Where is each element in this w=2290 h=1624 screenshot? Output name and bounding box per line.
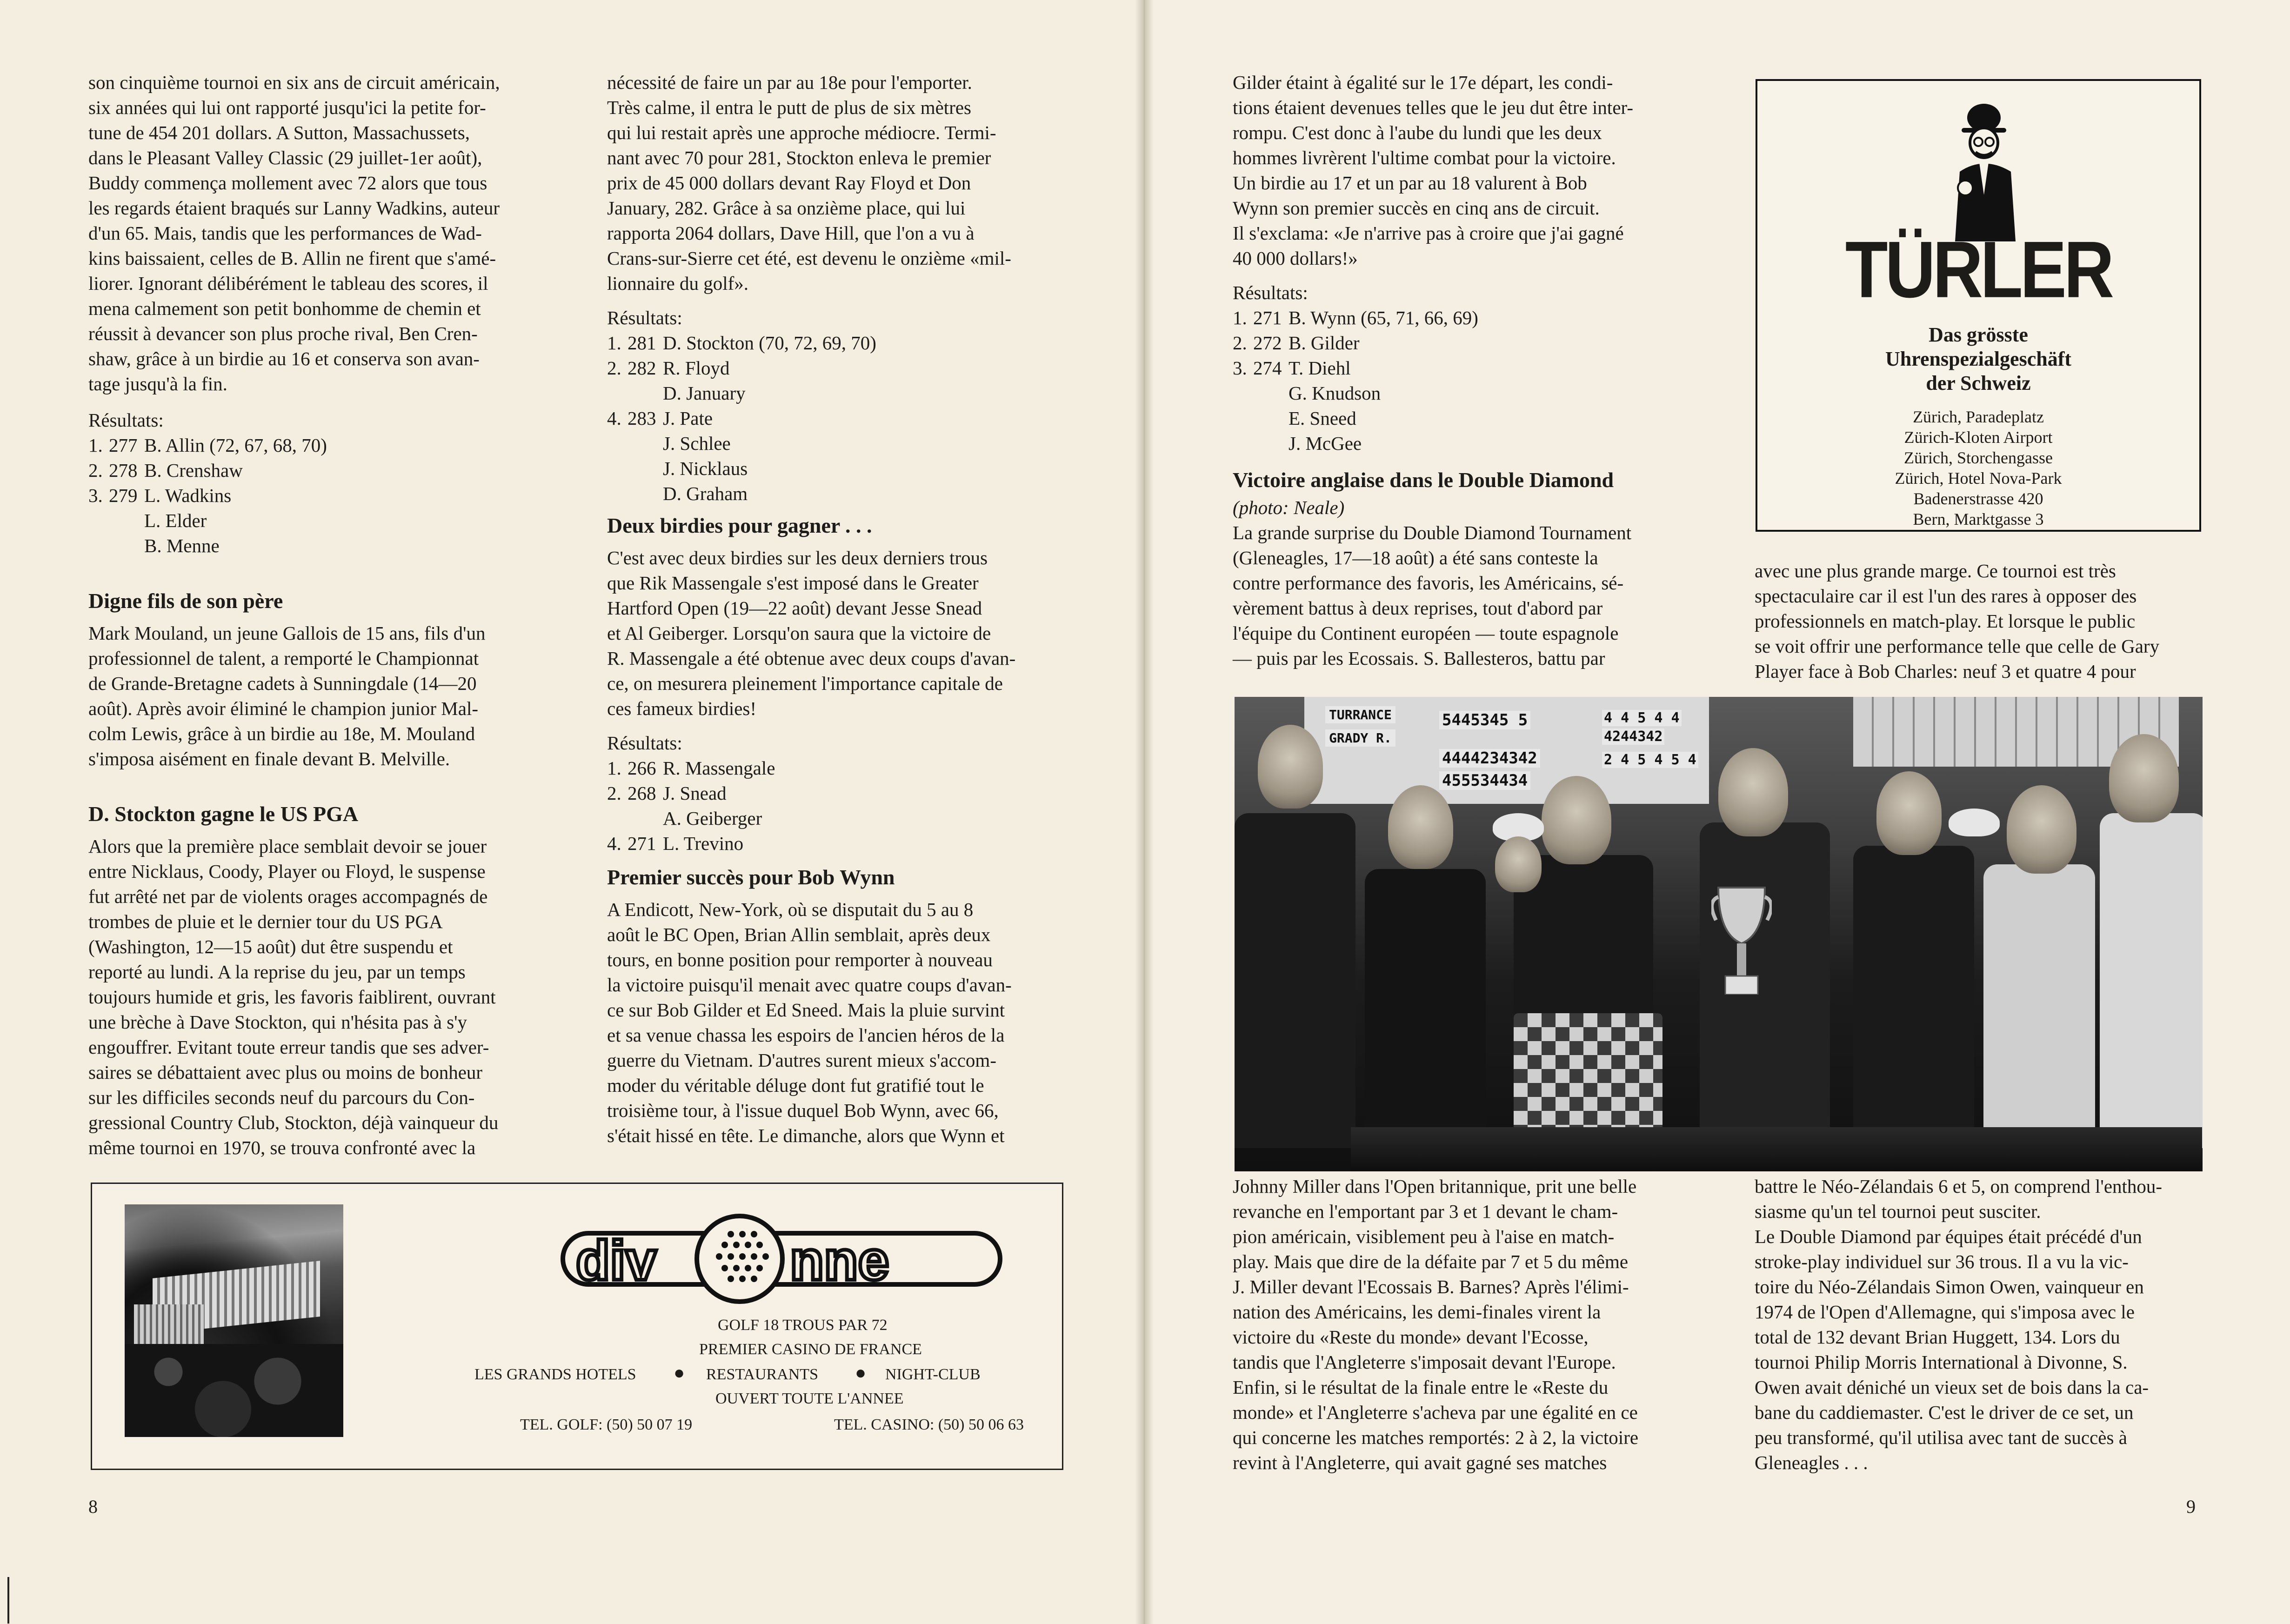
result-score: 272 [1253, 332, 1282, 354]
result-row [607, 330, 1061, 355]
scoreboard-row: 455534434 [1439, 771, 1530, 790]
results-label: Résultats: [1233, 282, 1308, 303]
result-rank: 4. [607, 408, 621, 429]
result-rank: 2. [88, 460, 103, 481]
gentleman-with-bowler-hat-icon [1941, 102, 2025, 241]
turler-address: Zürich, Paradeplatz [1913, 408, 2044, 426]
scoreboard-row: 4444234342 [1439, 749, 1540, 768]
result-name: B. Wynn (65, 71, 66, 69) [1289, 307, 1478, 328]
result-row [88, 458, 534, 483]
result-rank: 4. [607, 833, 621, 854]
results-list [1233, 305, 1679, 456]
result-name: D. January [663, 382, 746, 404]
result-score: 266 [628, 757, 656, 779]
turler-address: Bern, Marktgasse 3 [1913, 510, 2044, 528]
result-name: B. Allin (72, 67, 68, 70) [144, 434, 327, 456]
ad-open-line: OUVERT TOUTE L'ANNEE [715, 1390, 904, 1407]
article-paragraph: nécessité de faire un par au 18e pour l'emporter. Très calme, il entra le putt de plus de six mètres qui lui restait après une approche médiocre. Termi- nant avec 70 pour 281, Stockton enleva le premier prix de 45 000 dollars devant Ray Floyd et Don January, 282. Grâce à sa onzième place, qui lui rapporta 2064 dollars, Dave Hill, que l'on a vu à Crans-sur-Sierre cet été, est devenu le onzième «mil- lionnaire du golf». [607, 72, 1011, 294]
turler-address: Badenerstrasse 420 [1913, 489, 2043, 508]
ad-tel-golf: TEL. GOLF: (50) 50 07 19 [520, 1416, 693, 1433]
result-score [1253, 406, 1289, 431]
results-label: Résultats: [88, 409, 164, 431]
result-name: R. Floyd [663, 357, 730, 379]
result-row [1233, 406, 1679, 431]
scoreboard-row: 2 4 5 4 5 4 [1602, 752, 1698, 768]
page-number-left: 8 [88, 1496, 98, 1517]
divonne-logo-text-right: nne [790, 1230, 889, 1292]
result-rank: 3. [1233, 357, 1247, 379]
result-name: B. Crenshaw [144, 460, 243, 481]
article-paragraph: Alors que la première place semblait devoir se jouer entre Nicklaus, Coody, Player ou Floyd, le suspense fut arrêté net par de violents orages accompagnés de trombes de pluie et le dernier tour du US PGA (Washington, 12—15 août) dut être suspendu et reporté au lundi. A la reprise du jeu, par un temps toujours humide et gris, les favoris faiblirent, ouvrant une brèche à Dave Stockton, qui n'hésita pas à s'y engouffrer. Evitant toute erreur tandis que ses adver- saires se débattaient avec plus ou moins de bonheur sur les difficiles seconds neuf du parcours du Con- gressional Country Club, Stockton, déjà vainqueur du même tournoi en 1970, se trouva confronté avec la [88, 835, 499, 1158]
result-rank [607, 806, 628, 831]
article-paragraph: avec une plus grande marge. Ce tournoi est très spectaculaire car il est l'un des rares à opposer des professionnels en match-play. Et lorsque le public se voit offrir une performance telle que celle de Gary Player face à Bob Charles: neuf 3 et quatre 4 pour [1755, 560, 2160, 682]
result-rank: 2. [607, 357, 621, 379]
scoreboard-name: TURRANCE [1325, 706, 1395, 723]
result-score: 277 [109, 434, 138, 456]
result-score [628, 806, 663, 831]
result-rank: 1. [88, 434, 103, 456]
results-label: Résultats: [607, 732, 682, 754]
person-face [1495, 836, 1542, 892]
section-heading: Digne fils de son père [88, 589, 283, 613]
result-rank [1233, 381, 1253, 406]
result-rank: 2. [1233, 332, 1247, 354]
results-list [607, 755, 1061, 856]
result-name: T. Diehl [1289, 357, 1351, 379]
result-rank: 3. [88, 485, 103, 506]
result-rank: 1. [1233, 307, 1247, 328]
right-bottom-column-1 [1233, 1174, 1679, 1475]
page-gutter [1135, 0, 1154, 1624]
turler-address: Zürich, Hotel Nova-Park [1895, 469, 2062, 488]
person-face [1718, 748, 1788, 836]
results-list [607, 330, 1061, 506]
ad-golf-line: GOLF 18 TROUS PAR 72 [718, 1317, 888, 1334]
result-rank [607, 381, 628, 406]
scoreboard-name: GRADY R. [1325, 729, 1395, 747]
photo-credit: (photo: Neale) [1233, 497, 1345, 518]
person-figure [2100, 813, 2203, 1148]
result-score [1253, 381, 1289, 406]
result-name: R. Massengale [663, 757, 775, 779]
result-name: L. Trevino [663, 833, 744, 854]
left-column-1 [88, 70, 534, 1160]
result-score [628, 431, 663, 456]
article-paragraph: Johnny Miller dans l'Open britannique, prit une belle revanche en l'emportant par 3 et 1 devant le cham- pion américain, visiblement peu à l'aise en match- play. Mais que dire de la défaite par 7 et 5 du même J. Miller devant l'Ecossais B. Barnes? Après l'élimi- nation des Américains, les demi-finales virent la victoire du «Reste du monde» devant l'Ecosse, tandis que l'Angleterre s'imposait devant l'Europe. Enfin, si le résultat de la finale entre le «Reste du monde» et l'Angleterre s'acheva par une égalité en ce qui concerne les matches remportés: 2 à 2, la victoire revint à l'Angleterre, qui avait gagné ses matches [1233, 1176, 1639, 1473]
result-name: B. Menne [144, 535, 220, 556]
person-figure [1853, 846, 1974, 1148]
result-score [628, 481, 663, 506]
turler-tagline-2: Uhrenspezialgeschäft [1885, 348, 2072, 370]
result-name: E. Sneed [1289, 408, 1356, 429]
turler-tagline-3: der Schweiz [1926, 372, 2031, 394]
result-rank [1233, 406, 1253, 431]
article-paragraph: La grande surprise du Double Diamond Tournament (Gleneagles, 17—18 août) a été sans conteste la contre performance des favoris, les Américains, sé- vèrement battus à deux reprises, tout d'abord par l'équipe du Continent européen — toute espagnole — puis par les Ecossais. S. Ballesteros, battu par [1233, 522, 1632, 669]
result-row [1233, 305, 1679, 330]
result-row [607, 831, 1061, 856]
results-label: Résultats: [607, 307, 682, 328]
results-list [88, 433, 534, 558]
result-name: D. Graham [663, 483, 748, 504]
result-row [88, 508, 534, 533]
result-score [628, 456, 663, 481]
result-name: J. Snead [663, 782, 727, 804]
result-row [607, 481, 1061, 506]
turler-tagline-1: Das grösste [1929, 323, 2028, 346]
divonne-logo-text-left: div [576, 1230, 657, 1292]
result-score: 282 [628, 357, 656, 379]
result-row [607, 806, 1061, 831]
result-score: 278 [109, 460, 138, 481]
result-name: J. Pate [663, 408, 713, 429]
turler-address: Zürich, Storchengasse [1904, 448, 2053, 467]
result-row [88, 533, 534, 558]
person-face [1258, 725, 1323, 809]
result-rank [607, 456, 628, 481]
result-name: A. Geiberger [663, 808, 762, 829]
result-rank [1233, 431, 1253, 456]
result-row [1233, 381, 1679, 406]
bullet-icon: ● [855, 1362, 867, 1383]
result-row [607, 406, 1061, 431]
right-bottom-column-2 [1755, 1174, 2199, 1475]
article-paragraph: C'est avec deux birdies sur les deux derniers trous que Rik Massengale s'est imposé dans le Greater Hartford Open (19—22 août) devant Jesse Snead et Al Geiberger. Lorsqu'on saura que la victoire de R. Massengale a été obtenue avec deux coups d'avan- ce, on mesurera pleinement l'importance capitale de ces fameux birdies! [607, 547, 1016, 719]
result-row [1233, 330, 1679, 355]
result-name: J. Nicklaus [663, 458, 748, 479]
section-heading: Premier succès pour Bob Wynn [607, 865, 895, 889]
article-paragraph: battre le Néo-Zélandais 6 et 5, on comprend l'enthou- siasme qu'un tel tournoi peut susciter. Le Double Diamond par équipes était précédé d'un stroke-play individuel sur 36 trous. Il a vu la vic- toire du Néo-Zélandais Simon Owen, vainqueur en 1974 de l'Open d'Allemagne, qui s'imposa avec le total de 132 devant Brian Huggett, 134. Lors du tournoi Philip Morris International à Divonne, S. Owen avait déniché un vieux set de bois dans la ca- bane du caddiemaster. C'est le driver de ce set, un peu transformé, qu'il utilisa avec tant de succès à Gleneagles . . . [1755, 1176, 2163, 1473]
ad-casino-line: PREMIER CASINO DE FRANCE [699, 1341, 922, 1358]
person-face [2109, 734, 2179, 822]
right-column-1 [1233, 70, 1679, 671]
article-paragraph: son cinquième tournoi en six ans de circuit américain, six années qui lui ont rapporté jusqu'ici la petite for- tune de 454 201 dollars. A Sutton, Massachussets, dans le Pleasant Valley Classic (29 juillet-1er août), Buddy commença mollement avec 72 alors que tous les regards étaient braqués sur Lanny Wadkins, auteur d'un 65. Mais, tandis que les performances de Wad- kins baissaient, celles de B. Allin ne firent que s'amé- liorer. Ignorant délibérément le tableau des scores, il mena calmement son petit bonhomme de chemin et réussit à devancer son plus proche rival, Ben Cren- shaw, grâce à un birdie au 16 et conserva son avan- tage jusqu'à la fin. [88, 72, 500, 394]
result-score: 271 [628, 833, 656, 854]
result-name: L. Wadkins [144, 485, 232, 506]
result-name: J. Schlee [663, 433, 731, 454]
person-figure [1983, 864, 2095, 1148]
result-name: G. Knudson [1289, 382, 1381, 404]
result-rank [607, 481, 628, 506]
person-figure [1365, 869, 1486, 1148]
turler-advertisement [1756, 79, 2201, 532]
ad-restaurants-label: RESTAURANTS [706, 1366, 818, 1383]
result-rank: 1. [607, 757, 621, 779]
turler-address: Zürich-Kloten Airport [1904, 428, 2053, 447]
result-score: 271 [1253, 307, 1282, 328]
article-paragraph: Mark Mouland, un jeune Gallois de 15 ans, fils d'un professionnel de talent, a remporté le Championnat de Grande-Bretagne cadets à Sunningdale (14—20 août). Après avoir éliminé le champion junior Mal- colm Lewis, grâce à un birdie au 18e, M. Mouland s'imposa aisément en finale devant B. Melville. [88, 622, 486, 769]
result-rank [88, 533, 109, 558]
result-score: 283 [628, 408, 656, 429]
result-name: D. Stockton (70, 72, 69, 70) [663, 332, 876, 354]
result-row [1233, 355, 1679, 381]
person-face [1542, 776, 1611, 864]
result-name: B. Gilder [1289, 332, 1360, 354]
section-heading: Deux birdies pour gagner . . . [607, 514, 872, 537]
section-heading: Victoire anglaise dans le Double Diamond [1233, 468, 1614, 492]
left-column-2 [607, 70, 1061, 1148]
result-score: 274 [1253, 357, 1282, 379]
ad-nightclub-label: NIGHT-CLUB [885, 1366, 981, 1383]
result-rank: 1. [607, 332, 621, 354]
result-score [628, 381, 663, 406]
result-name: L. Elder [144, 510, 207, 531]
ad-tel-casino: TEL. CASINO: (50) 50 06 63 [834, 1416, 1024, 1433]
margin-mark [7, 1577, 9, 1624]
result-score: 279 [109, 485, 138, 506]
result-name: J. McGee [1289, 433, 1362, 454]
divonne-hotel-photo [125, 1204, 343, 1437]
result-row [607, 355, 1061, 381]
scoreboard-row: 5445345 5 [1439, 711, 1530, 729]
page-number-right: 9 [2186, 1496, 2196, 1517]
person-face [1388, 785, 1453, 869]
trophy-icon [1711, 883, 1772, 1013]
patterned-trousers [1514, 1013, 1662, 1134]
result-score [109, 508, 144, 533]
section-heading: D. Stockton gagne le US PGA [88, 802, 359, 826]
result-row [607, 456, 1061, 481]
trophy-ceremony-photo [1235, 697, 2203, 1171]
result-row [88, 483, 534, 508]
scoreboard-row: 4244342 [1602, 728, 1664, 745]
result-rank: 2. [607, 782, 621, 804]
result-score: 268 [628, 782, 656, 804]
result-row [607, 431, 1061, 456]
result-row [607, 755, 1061, 781]
right-column-2-top [1755, 558, 2199, 684]
result-row [607, 381, 1061, 406]
result-row [1233, 431, 1679, 456]
result-row [88, 433, 534, 458]
scoreboard-row: 4 4 5 4 4 [1602, 710, 1682, 726]
result-score [1253, 431, 1289, 456]
divonne-advertisement [91, 1183, 1063, 1470]
person-figure [1235, 813, 1355, 1148]
result-rank [88, 508, 109, 533]
divonne-logo [557, 1201, 1004, 1308]
result-score [109, 533, 144, 558]
turler-brand-name: TÜRLER [1845, 224, 2112, 314]
hostess-cap [1949, 809, 2000, 836]
ad-hotels-label: LES GRANDS HOTELS [474, 1366, 636, 1383]
article-paragraph: Gilder étaint à égalité sur le 17e départ, les condi- tions étaient devenues telles que le jeu dut être inter- rompu. C'est donc à l'aube du lundi que les deux hommes livrèrent l'ultime combat pour la victoire. Un birdie au 17 et un par au 18 valurent à Bob Wynn son premier succès en cinq ans de circuit. Il s'exclama: «Je n'arrive pas à croire que j'ai gagné 40 000 dollars!» [1233, 72, 1633, 269]
result-rank [607, 431, 628, 456]
result-row [607, 781, 1061, 806]
result-score: 281 [628, 332, 656, 354]
person-face [2007, 785, 2076, 874]
article-paragraph: A Endicott, New-York, où se disputait du 5 au 8 août le BC Open, Brian Allin semblait, après deux tours, en bonne position pour remporter à nouveau la victoire puisqu'il menait avec quatre coups d'avan- ce sur Bob Gilder et Ed Sneed. Mais la pluie survint et sa venue chassa les espoirs de l'ancien héros de la guerre du Vietnam. D'autres surent mieux s'accom- moder du véritable déluge dont fut gratifié tout le troisième tour, à l'issue duquel Bob Wynn, avec 66, s'était hissé en tête. Le dimanche, alors que Wynn et [607, 899, 1012, 1146]
presentation-table [1351, 1127, 2202, 1171]
person-face [1876, 771, 1942, 855]
bullet-icon: ● [674, 1362, 685, 1383]
